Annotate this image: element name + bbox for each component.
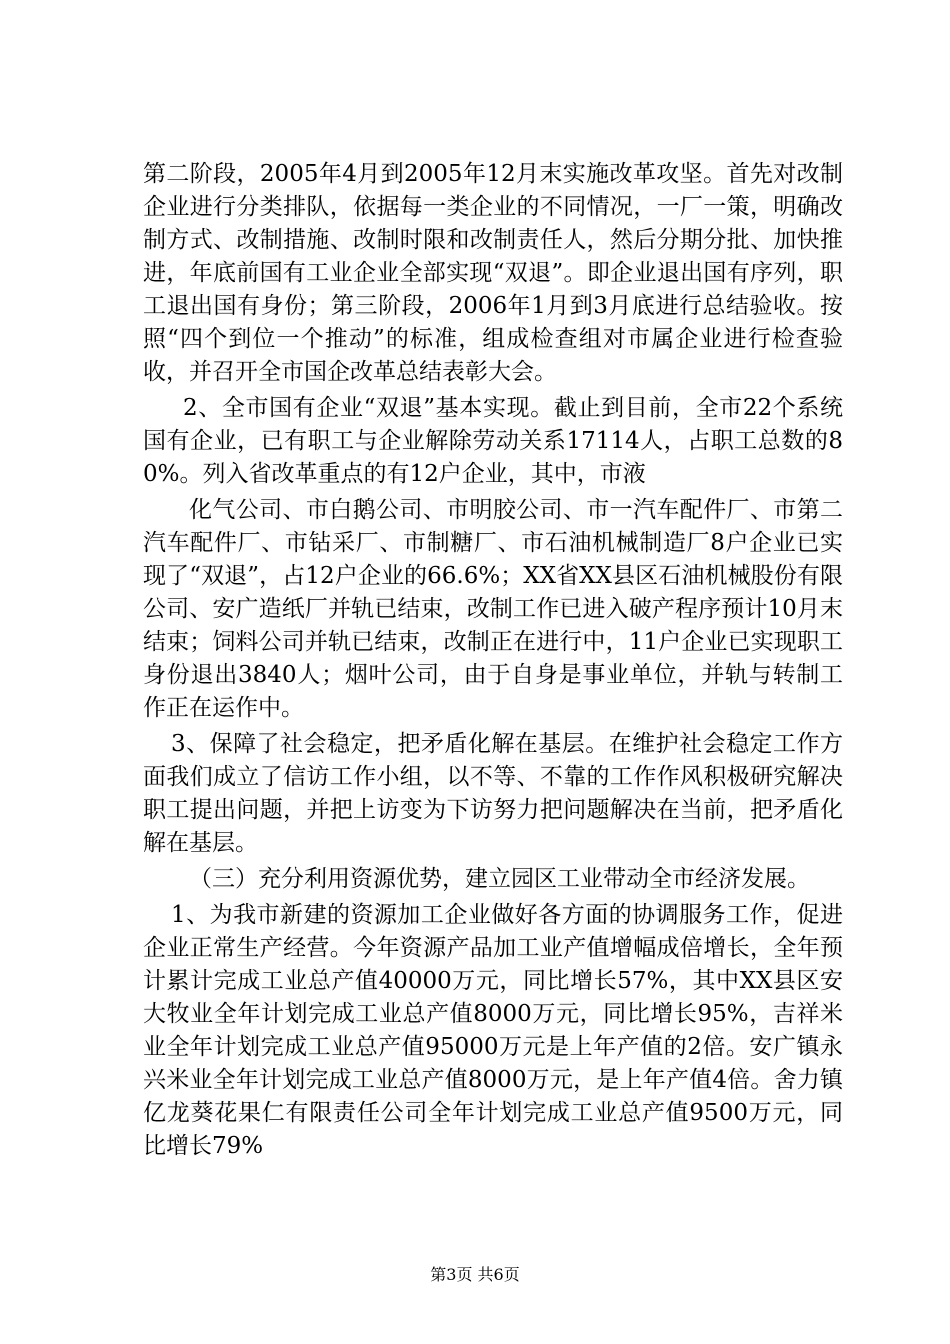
paragraph-double-exit: 2、全市国有企业“双退”基本实现。截止到目前，全市22个系统国有企业，已有职工与企业解除劳动关系17114人，占职工总数的80%。列入省改革重点的有12户企业，其中，市液 xyxy=(143,395,843,487)
paragraph-social-stability: 3、保障了社会稳定，把矛盾化解在基层。在维护社会稳定工作方面我们成立了信访工作小组，以不等、不靠的工作作风积极研究解决职工提出问题，并把上访变为下访努力把问题解决在当前，把矛盾化解在基层。 xyxy=(143,731,843,856)
document-body xyxy=(143,158,843,1163)
page-footer: 第3页 共6页 xyxy=(430,1265,520,1284)
paragraph-stage-two: 第二阶段，2005年4月到2005年12月末实施改革攻坚。首先对改制企业进行分类排队，依据每一类企业的不同情况，一厂一策，明确改制方式、改制措施、改制时限和改制责任人，然后分期分批、加快推进，年底前国有工业企业全部实现“双退”。即企业退出国有序列，职工退出国有身份；第三阶段，2006年1月到3月底进行总结验收。按照“四个到位一个推动”的标准，组成检查组对市属企业进行检查验收，并召开全市国企改革总结表彰大会。 xyxy=(143,161,843,385)
section-heading-resources: （三）充分利用资源优势，建立园区工业带动全市经济发展。 xyxy=(189,866,810,892)
paragraph-resource-processing: 1、为我市新建的资源加工企业做好各方面的协调服务工作，促进企业正常生产经营。今年资源产品加工业产值增幅成倍增长，全年预计累计完成工业总产值40000万元，同比增长57%，其中XX县区安大牧业全年计划完成工业总产值8000万元，同比增长95%，吉祥米业全年计划完成工业总产值95000万元是上年产值的2倍。安广镇永兴米业全年计划完成工业总产值8000万元，是上年产值4倍。舍力镇亿龙葵花果仁有限责任公司全年计划完成工业总产值9500万元，同比增长79% xyxy=(143,902,843,1159)
paragraph-enterprise-list: 化气公司、市白鹅公司、市明胶公司、市一汽车配件厂、市第二汽车配件厂、市钻采厂、市制糖厂、市石油机械制造厂8户企业已实现了“双退”，占12户企业的66.6%；XX省XX县区石油机械股份有限公司、安广造纸厂并轨已结束，改制工作已进入破产程序预计10月末结束；饲料公司并轨已结束，改制正在进行中，11户企业已实现职工身份退出3840人；烟叶公司，由于自身是事业单位，并轨与转制工作正在运作中。 xyxy=(143,497,843,721)
